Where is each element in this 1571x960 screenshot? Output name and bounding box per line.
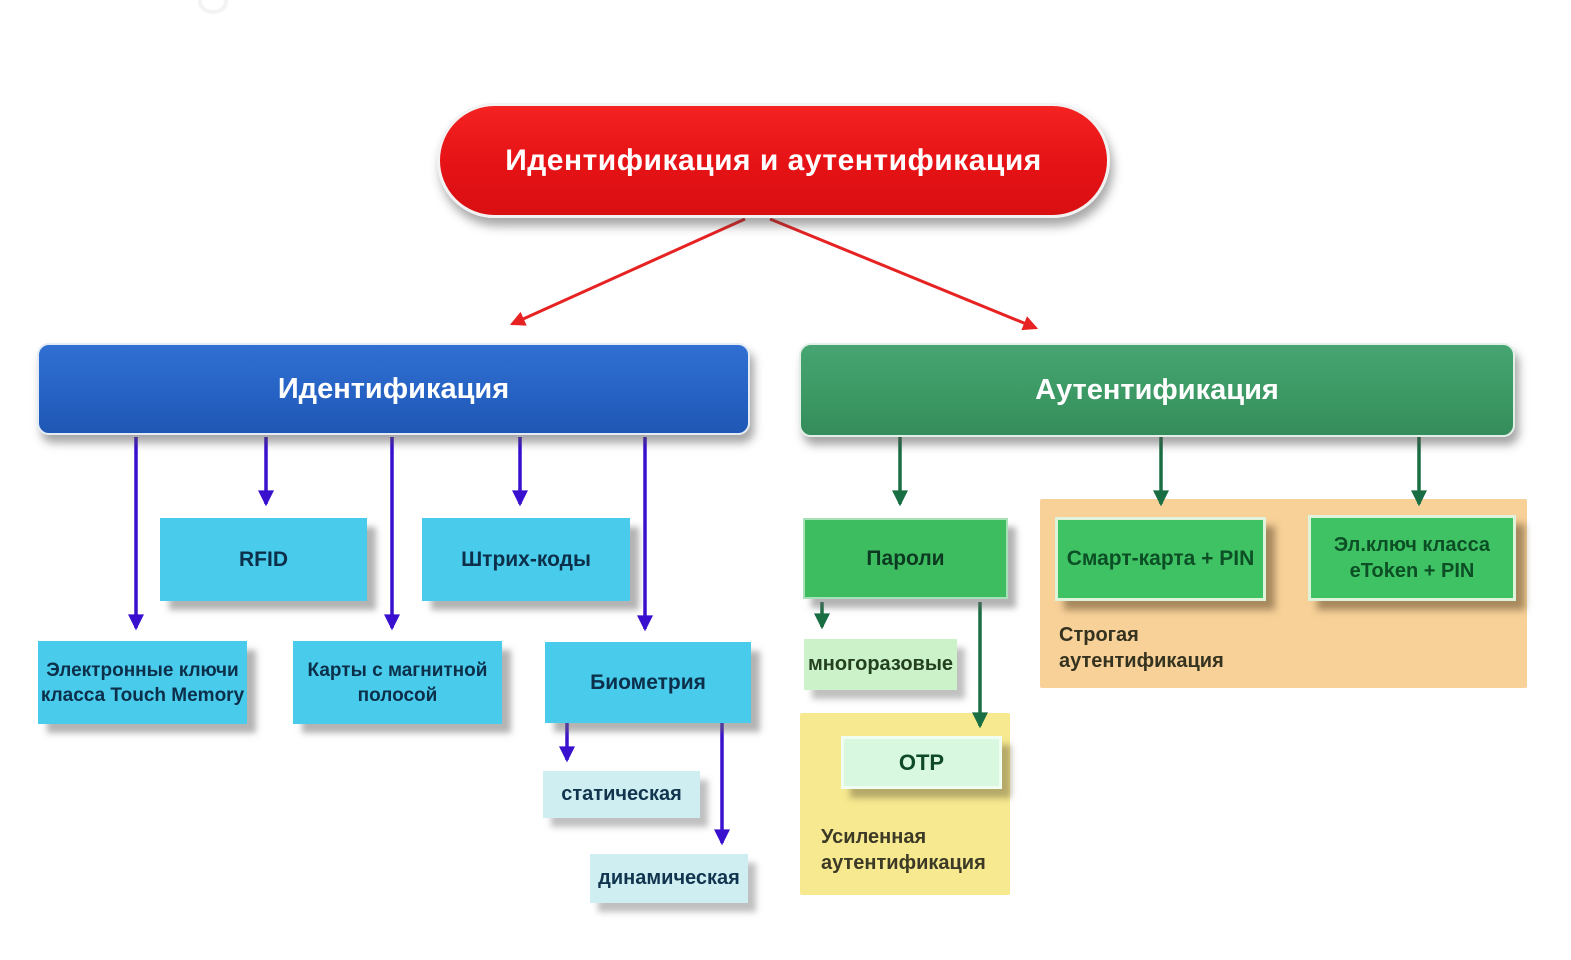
node-passwords [803, 518, 1008, 599]
node-etoken-line2: eToken + PIN [1349, 560, 1475, 582]
node-passwords-label: Пароли [866, 546, 945, 570]
arrow-root-to-authentication [770, 219, 1036, 328]
arrow-root-to-identification [512, 219, 745, 324]
node-biometrics-label: Биометрия [590, 670, 706, 694]
strong-authentication-line2: аутентификация [1059, 650, 1224, 672]
enhanced-authentication-line1: Усиленная [821, 826, 927, 848]
node-biometrics-static-label: статическая [561, 783, 682, 805]
node-etoken [1308, 515, 1516, 601]
node-identification-label: Идентификация [277, 372, 510, 405]
strong-authentication-label [1059, 622, 1224, 674]
node-rfid-label: RFID [239, 547, 288, 571]
node-reusable [804, 639, 957, 690]
node-touch-memory-line1: Электронные ключи [46, 659, 239, 681]
node-otp-label: OTP [898, 749, 945, 775]
enhanced-authentication-label [821, 824, 986, 876]
node-root-label: Идентификация и аутентификация [505, 143, 1042, 177]
node-magnetic-cards-line2: полосой [357, 684, 438, 706]
node-barcodes [422, 518, 630, 601]
node-rfid [160, 518, 367, 601]
node-biometrics [545, 642, 751, 723]
node-smart-card [1055, 517, 1266, 601]
node-touch-memory-line2: класса Touch Memory [40, 684, 245, 706]
node-identification [37, 343, 750, 435]
node-root [437, 103, 1110, 218]
node-magnetic-cards-line1: Карты с магнитной [307, 659, 488, 681]
node-magnetic-cards [293, 641, 502, 724]
node-touch-memory [38, 641, 247, 724]
enhanced-authentication-line2: аутентификация [821, 852, 986, 874]
node-reusable-label: многоразовые [807, 653, 954, 675]
node-barcodes-label: Штрих-коды [461, 547, 591, 571]
node-biometrics-dynamic-label: динамическая [598, 867, 740, 889]
node-biometrics-dynamic [590, 854, 748, 903]
node-biometrics-static [543, 771, 700, 818]
watermark-fragment [198, 0, 228, 14]
node-authentication [799, 343, 1515, 437]
node-otp [841, 736, 1002, 789]
node-etoken-line1: Эл.ключ класса [1333, 534, 1491, 556]
node-smart-card-label: Смарт-карта + PIN [1066, 547, 1255, 570]
node-authentication-label: Аутентификация [1035, 373, 1279, 406]
strong-authentication-line1: Строгая [1059, 624, 1139, 646]
